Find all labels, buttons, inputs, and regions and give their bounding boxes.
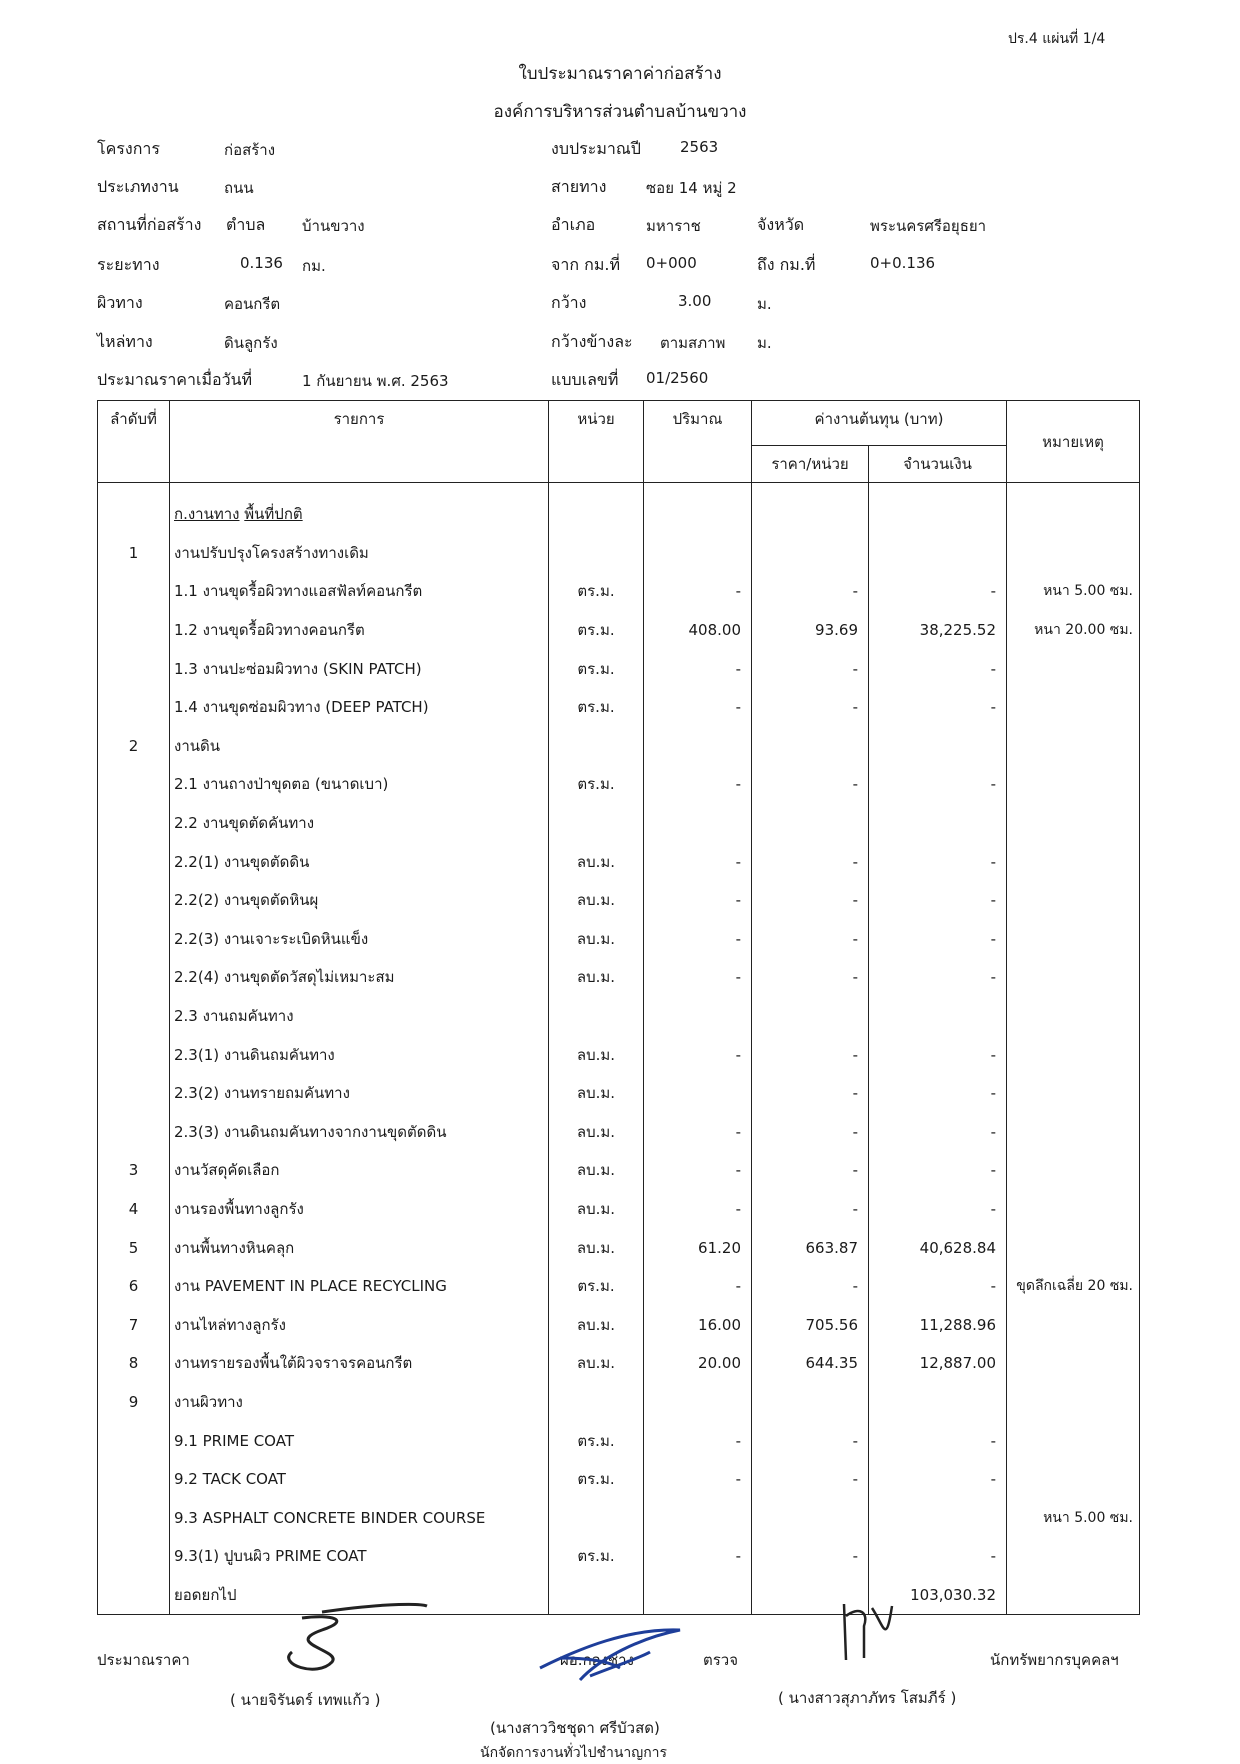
table-row (98, 572, 1140, 611)
row-unit: ลบ.ม. (549, 1190, 644, 1229)
row-unit-price: - (752, 765, 869, 804)
from-km-value: 0+000 (646, 254, 697, 272)
row-amount: 11,288.96 (869, 1305, 1007, 1344)
row-qty: - (644, 1113, 752, 1152)
table-row (98, 1035, 1140, 1074)
row-unit: ลบ.ม. (549, 1074, 644, 1113)
row-qty (644, 997, 752, 1036)
row-unit-price: - (752, 688, 869, 727)
row-qty (644, 727, 752, 766)
row-unit (549, 804, 644, 843)
row-no (98, 572, 170, 611)
project-label: โครงการ (97, 139, 160, 158)
row-amount: - (869, 765, 1007, 804)
row-amount: - (869, 1537, 1007, 1576)
row-qty: - (644, 1267, 752, 1306)
shoulder-width-unit: ม. (757, 334, 772, 352)
row-unit: ตร.ม. (549, 1537, 644, 1576)
row-remark (1007, 1344, 1140, 1383)
row-unit: ลบ.ม. (549, 1113, 644, 1152)
row-unit-price: - (752, 649, 869, 688)
row-unit-price: 644.35 (752, 1344, 869, 1383)
row-amount: - (869, 1421, 1007, 1460)
row-no (98, 1576, 170, 1615)
table-row (98, 1498, 1140, 1537)
row-unit: ตร.ม. (549, 1267, 644, 1306)
estimator-signature (262, 1600, 432, 1680)
row-no: 4 (98, 1190, 170, 1229)
sheet-number: ปร.4 แผ่นที่ 1/4 (1008, 31, 1106, 47)
table-row (98, 649, 1140, 688)
estimate-table (97, 400, 1140, 1615)
row-amount (869, 1498, 1007, 1537)
row-amount (869, 534, 1007, 573)
row-unit: ลบ.ม. (549, 920, 644, 959)
row-amount: - (869, 1151, 1007, 1190)
row-unit (549, 534, 644, 573)
row-unit-price (752, 534, 869, 573)
to-km-label: ถึง กม.ที่ (757, 255, 816, 274)
header-qty: ปริมาณ (644, 401, 752, 483)
row-unit (549, 997, 644, 1036)
row-unit: ตร.ม. (549, 688, 644, 727)
row-item: 2.2(1) งานขุดตัดดิน (170, 842, 549, 881)
checker-title: ผอ.กองช่าง (560, 1651, 634, 1669)
surface-value: คอนกรีต (224, 295, 281, 313)
row-amount (869, 1383, 1007, 1422)
row-unit-price: - (752, 881, 869, 920)
table-row (98, 765, 1140, 804)
row-item: งานรองพื้นทางลูกรัง (170, 1190, 549, 1229)
row-amount: - (869, 1074, 1007, 1113)
row-unit (549, 727, 644, 766)
row-unit: ลบ.ม. (549, 958, 644, 997)
row-unit: ลบ.ม. (549, 1035, 644, 1074)
row-remark (1007, 1151, 1140, 1190)
row-qty (644, 534, 752, 573)
section-row (98, 483, 1140, 534)
row-remark (1007, 804, 1140, 843)
row-amount: - (869, 1113, 1007, 1152)
row-unit-price: - (752, 920, 869, 959)
row-unit-price (752, 1498, 869, 1537)
table-row (98, 842, 1140, 881)
row-item: 2.2 งานขุดตัดคันทาง (170, 804, 549, 843)
row-no (98, 920, 170, 959)
row-unit: ตร.ม. (549, 572, 644, 611)
row-no (98, 1113, 170, 1152)
row-qty: - (644, 920, 752, 959)
estimator-name: ( นายจิรันดร์ เทพแก้ว ) (230, 1691, 381, 1709)
row-no (98, 1498, 170, 1537)
row-amount: - (869, 688, 1007, 727)
project-value: ก่อสร้าง (224, 141, 276, 159)
row-qty: - (644, 1460, 752, 1499)
row-no (98, 611, 170, 650)
table-row (98, 1537, 1140, 1576)
row-qty: - (644, 1537, 752, 1576)
row-no: 2 (98, 727, 170, 766)
row-remark (1007, 1113, 1140, 1152)
distance-label: ระยะทาง (97, 255, 160, 274)
section-heading (170, 483, 549, 534)
row-qty: - (644, 1151, 752, 1190)
distance-unit: กม. (302, 257, 326, 275)
row-no (98, 765, 170, 804)
row-qty (644, 1383, 752, 1422)
row-unit (549, 1383, 644, 1422)
row-no (98, 1460, 170, 1499)
province-label: จังหวัด (757, 215, 805, 234)
row-item: 9.3(1) ปูบนผิว PRIME COAT (170, 1537, 549, 1576)
table-row (98, 1190, 1140, 1229)
row-remark (1007, 1460, 1140, 1499)
type-label: ประเภทงาน (97, 177, 179, 196)
row-qty (644, 1074, 752, 1113)
district-value: มหาราช (646, 217, 701, 235)
row-unit: ตร.ม. (549, 765, 644, 804)
row-qty (644, 1498, 752, 1537)
row-remark (1007, 958, 1140, 997)
table-row (98, 1074, 1140, 1113)
row-unit: ตร.ม. (549, 1460, 644, 1499)
route-value: ซอย 14 หมู่ 2 (646, 179, 737, 197)
row-unit: ลบ.ม. (549, 1344, 644, 1383)
shoulder-width-value: ตามสภาพ (660, 334, 726, 352)
row-remark (1007, 727, 1140, 766)
row-unit-price: - (752, 1074, 869, 1113)
design-no-value: 01/2560 (646, 369, 709, 387)
row-qty: - (644, 688, 752, 727)
row-no (98, 1074, 170, 1113)
row-item: 2.3 งานถมคันทาง (170, 997, 549, 1036)
row-unit-price: - (752, 1267, 869, 1306)
header-unit: หน่วย (549, 401, 644, 483)
row-qty: - (644, 1190, 752, 1229)
row-item: 1.2 งานขุดรื้อผิวทางคอนกรีต (170, 611, 549, 650)
row-qty: - (644, 1035, 752, 1074)
row-item: 9.2 TACK COAT (170, 1460, 549, 1499)
width-unit: ม. (757, 295, 772, 313)
row-qty: - (644, 1421, 752, 1460)
row-no (98, 1421, 170, 1460)
estimator-label: ประมาณราคา (97, 1651, 190, 1669)
row-amount: - (869, 1460, 1007, 1499)
row-item: งานปรับปรุงโครงสร้างทางเดิม (170, 534, 549, 573)
row-qty (644, 804, 752, 843)
table-row (98, 534, 1140, 573)
row-unit-price: - (752, 1460, 869, 1499)
row-remark: หนา 5.00 ซม. (1007, 1498, 1140, 1537)
row-item: 1.1 งานขุดรื้อผิวทางแอสฟัลท์คอนกรีต (170, 572, 549, 611)
row-unit-price: - (752, 572, 869, 611)
row-qty: 20.00 (644, 1344, 752, 1383)
row-unit-price: 705.56 (752, 1305, 869, 1344)
row-no: 6 (98, 1267, 170, 1306)
row-qty: 16.00 (644, 1305, 752, 1344)
row-item: งานวัสดุคัดเลือก (170, 1151, 549, 1190)
row-qty: - (644, 649, 752, 688)
row-amount (869, 997, 1007, 1036)
row-remark (1007, 842, 1140, 881)
table-row (98, 1151, 1140, 1190)
row-qty (644, 1576, 752, 1615)
row-amount: - (869, 842, 1007, 881)
row-amount: 38,225.52 (869, 611, 1007, 650)
organization-title: องค์การบริหารส่วนตำบลบ้านขวาง (493, 102, 747, 122)
surface-label: ผิวทาง (97, 293, 143, 312)
header-remark: หมายเหตุ (1007, 401, 1140, 483)
row-remark (1007, 1305, 1140, 1344)
header-no: ลำดับที่ (98, 401, 170, 483)
type-value: ถนน (224, 179, 254, 197)
table-row (98, 1460, 1140, 1499)
table-row (98, 1113, 1140, 1152)
row-item: 2.2(2) งานขุดตัดหินผุ (170, 881, 549, 920)
row-qty: 408.00 (644, 611, 752, 650)
row-qty: - (644, 842, 752, 881)
row-item: 9.3 ASPHALT CONCRETE BINDER COURSE (170, 1498, 549, 1537)
row-amount: 103,030.32 (869, 1576, 1007, 1615)
table-row (98, 920, 1140, 959)
table-row (98, 1383, 1140, 1422)
from-km-label: จาก กม.ที่ (551, 255, 620, 274)
row-item: 9.1 PRIME COAT (170, 1421, 549, 1460)
row-qty: - (644, 881, 752, 920)
row-remark (1007, 1190, 1140, 1229)
row-qty: - (644, 572, 752, 611)
budget-value: 2563 (680, 138, 719, 156)
row-amount: 40,628.84 (869, 1228, 1007, 1267)
row-unit (549, 1498, 644, 1537)
row-item: 2.3(2) งานทรายถมคันทาง (170, 1074, 549, 1113)
shoulder-label: ไหล่ทาง (97, 332, 153, 351)
row-remark (1007, 1074, 1140, 1113)
table-row (98, 881, 1140, 920)
row-unit-price (752, 1383, 869, 1422)
row-unit: ลบ.ม. (549, 1305, 644, 1344)
row-no: 5 (98, 1228, 170, 1267)
width-value: 3.00 (678, 292, 712, 310)
row-item: งานไหล่ทางลูกรัง (170, 1305, 549, 1344)
row-no (98, 1537, 170, 1576)
row-unit-price: - (752, 1035, 869, 1074)
section-a: ก.งานทาง (174, 505, 240, 524)
hr-name: ( นางสาวสุภาภัทร โสมภีร์ ) (778, 1689, 957, 1707)
row-item: งานทรายรองพื้นใต้ผิวจราจรคอนกรีต (170, 1344, 549, 1383)
row-item: งานดิน (170, 727, 549, 766)
checker-name: (นางสาววิชชุดา ศรีบัวสด) (490, 1719, 660, 1737)
row-item: งานผิวทาง (170, 1383, 549, 1422)
row-remark (1007, 649, 1140, 688)
budget-label: งบประมาณปี (551, 139, 641, 158)
table-row (98, 958, 1140, 997)
header-amount: จำนวนเงิน (869, 446, 1007, 483)
row-amount: - (869, 572, 1007, 611)
row-unit-price: - (752, 1190, 869, 1229)
design-no-label: แบบเลขที่ (551, 370, 619, 389)
row-amount: - (869, 920, 1007, 959)
checker-position: นักจัดการงานทั่วไปชำนาญการ (480, 1745, 668, 1761)
row-amount: - (869, 1190, 1007, 1229)
table-row (98, 997, 1140, 1036)
row-no: 8 (98, 1344, 170, 1383)
row-amount (869, 804, 1007, 843)
row-remark (1007, 881, 1140, 920)
row-remark (1007, 1035, 1140, 1074)
table-row (98, 804, 1140, 843)
row-no: 9 (98, 1383, 170, 1422)
row-remark (1007, 1383, 1140, 1422)
row-unit: ลบ.ม. (549, 842, 644, 881)
row-amount: - (869, 1267, 1007, 1306)
row-no: 7 (98, 1305, 170, 1344)
header-cost: ค่างานต้นทุน (บาท) (752, 401, 1007, 446)
row-remark (1007, 534, 1140, 573)
row-item: งาน PAVEMENT IN PLACE RECYCLING (170, 1267, 549, 1306)
row-no: 3 (98, 1151, 170, 1190)
row-no (98, 688, 170, 727)
row-unit-price (752, 727, 869, 766)
row-unit-price: - (752, 842, 869, 881)
row-amount (869, 727, 1007, 766)
row-no (98, 881, 170, 920)
header-unit-price: ราคา/หน่วย (752, 446, 869, 483)
row-remark (1007, 1537, 1140, 1576)
estimate-date-label: ประมาณราคาเมื่อวันที่ (97, 370, 253, 389)
table-row (98, 688, 1140, 727)
row-remark (1007, 765, 1140, 804)
row-unit: ลบ.ม. (549, 1228, 644, 1267)
row-remark: หนา 20.00 ซม. (1007, 611, 1140, 650)
hr-signature (824, 1596, 904, 1666)
row-no: 1 (98, 534, 170, 573)
row-unit: ลบ.ม. (549, 881, 644, 920)
row-unit-price: - (752, 1421, 869, 1460)
district-label: อำเภอ (551, 215, 596, 234)
row-remark (1007, 688, 1140, 727)
province-value: พระนครศรีอยุธยา (870, 217, 987, 235)
subdistrict-label: ตำบล (226, 215, 266, 234)
row-unit: ตร.ม. (549, 611, 644, 650)
row-item: 2.2(4) งานขุดตัดวัสดุไม่เหมาะสม (170, 958, 549, 997)
row-no (98, 842, 170, 881)
route-label: สายทาง (551, 177, 607, 196)
table-row (98, 1228, 1140, 1267)
row-qty: 61.20 (644, 1228, 752, 1267)
row-unit-price (752, 997, 869, 1036)
table-row (98, 1267, 1140, 1306)
row-qty: - (644, 765, 752, 804)
width-label: กว้าง (551, 293, 587, 312)
to-km-value: 0+0.136 (870, 254, 936, 272)
header-item: รายการ (170, 401, 549, 483)
row-amount: - (869, 649, 1007, 688)
row-unit: ลบ.ม. (549, 1151, 644, 1190)
row-unit-price: - (752, 1113, 869, 1152)
row-amount: - (869, 958, 1007, 997)
row-remark (1007, 920, 1140, 959)
row-amount: - (869, 881, 1007, 920)
row-unit-price: - (752, 1151, 869, 1190)
row-no (98, 1035, 170, 1074)
row-remark (1007, 1228, 1140, 1267)
row-item: 2.3(3) งานดินถมคันทางจากงานขุดตัดดิน (170, 1113, 549, 1152)
row-remark: ขุดลึกเฉลี่ย 20 ซม. (1007, 1267, 1140, 1306)
row-remark: หนา 5.00 ซม. (1007, 572, 1140, 611)
row-item: 2.1 งานถางป่าขุดตอ (ขนาดเบา) (170, 765, 549, 804)
row-item: ยอดยกไป (170, 1576, 549, 1615)
row-remark (1007, 1421, 1140, 1460)
row-no (98, 958, 170, 997)
row-amount: - (869, 1035, 1007, 1074)
checker-signature (520, 1618, 690, 1688)
distance-value: 0.136 (240, 254, 283, 272)
row-no (98, 649, 170, 688)
row-unit-price: 663.87 (752, 1228, 869, 1267)
section-b: พื้นที่ปกติ (244, 505, 303, 524)
row-qty: - (644, 958, 752, 997)
table-row (98, 1305, 1140, 1344)
row-item: 1.3 งานปะซ่อมผิวทาง (SKIN PATCH) (170, 649, 549, 688)
row-unit: ตร.ม. (549, 1421, 644, 1460)
row-no (98, 997, 170, 1036)
checker-label: ตรวจ (703, 1651, 739, 1669)
row-unit-price (752, 804, 869, 843)
table-row (98, 727, 1140, 766)
shoulder-value: ดินลูกรัง (224, 334, 278, 352)
row-unit-price: - (752, 958, 869, 997)
row-unit-price: - (752, 1537, 869, 1576)
row-item: งานพื้นทางหินคลุก (170, 1228, 549, 1267)
table-row (98, 1344, 1140, 1383)
row-remark (1007, 1576, 1140, 1615)
table-row (98, 1421, 1140, 1460)
row-remark (1007, 997, 1140, 1036)
row-unit: ตร.ม. (549, 649, 644, 688)
table-row (98, 611, 1140, 650)
row-item: 1.4 งานขุดซ่อมผิวทาง (DEEP PATCH) (170, 688, 549, 727)
shoulder-width-label: กว้างข้างละ (551, 332, 633, 351)
row-unit-price: 93.69 (752, 611, 869, 650)
table-row (98, 1576, 1140, 1615)
hr-label: นักทรัพยากรบุคคลฯ (990, 1651, 1119, 1669)
location-label: สถานที่ก่อสร้าง (97, 215, 202, 234)
row-item: 2.3(1) งานดินถมคันทาง (170, 1035, 549, 1074)
subdistrict-value: บ้านขวาง (302, 217, 365, 235)
row-amount: 12,887.00 (869, 1344, 1007, 1383)
row-no (98, 804, 170, 843)
row-unit (549, 1576, 644, 1615)
document-title: ใบประมาณราคาค่าก่อสร้าง (518, 64, 722, 84)
estimate-date-value: 1 กันยายน พ.ศ. 2563 (302, 372, 449, 390)
row-item: 2.2(3) งานเจาะระเบิดหินแข็ง (170, 920, 549, 959)
